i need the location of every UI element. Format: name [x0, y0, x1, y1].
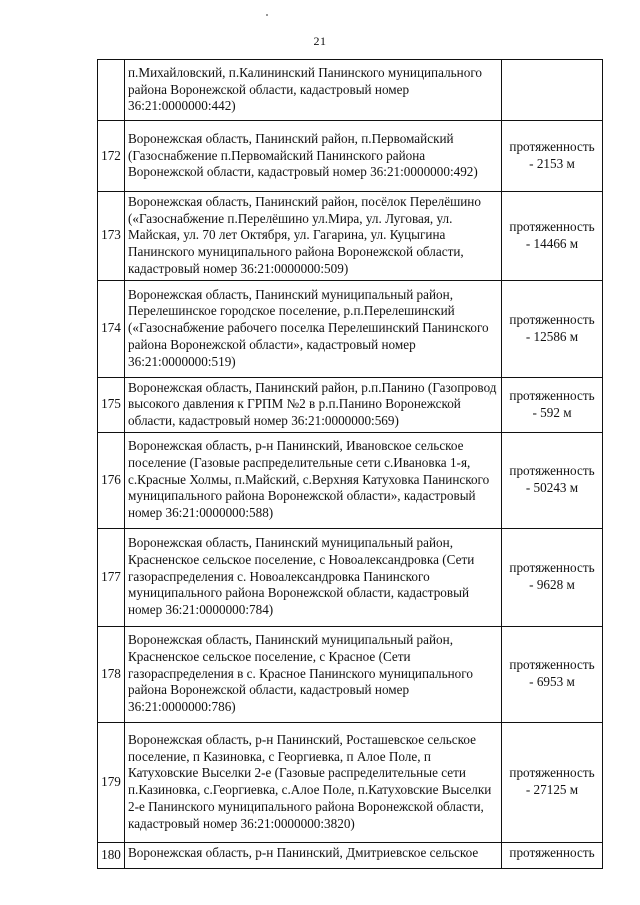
- row-length: [502, 60, 603, 121]
- row-number: 177: [98, 528, 125, 626]
- length-value: - 50243 м: [525, 480, 579, 496]
- row-length: [502, 377, 603, 432]
- row-description: Воронежская область, Панинский район, п.Первомайский (Газоснабжение п.Первомайский Панинского района Воронежской области, кадастровый номер 36:21:0000000:492): [125, 121, 502, 192]
- length-value: - 2153 м: [529, 156, 575, 171]
- table-row: [98, 626, 603, 722]
- length-label: протяженность: [509, 765, 595, 781]
- length-label: протяженность: [509, 463, 595, 479]
- row-number: 176: [98, 432, 125, 528]
- row-description: Воронежская область, Панинский район, посёлок Перелёшино («Газоснабжение п.Перелёшино ул.Мира, ул. Луговая, ул. Майская, ул. 70 лет Октября, ул. Гагарина, ул. Куцыгина Панинского муниципального района Воронежской области, кадастровый номер 36:21:0000000:509): [125, 192, 502, 281]
- row-number: 174: [98, 280, 125, 377]
- row-length: [502, 432, 603, 528]
- row-length: [502, 626, 603, 722]
- length-value: - 12586 м: [525, 328, 579, 344]
- length-label: протяженность: [509, 657, 595, 673]
- row-description: Воронежская область, Панинский муниципальный район, Красненское сельское поселение, с Новоалександровка (Сети газораспределения с. Новоалександровка Панинского муниципального района Воронежской области, кадастровый номер 36:21:0000000:784): [125, 528, 502, 626]
- table-row: [98, 121, 603, 192]
- row-number: 180: [98, 842, 125, 868]
- length-label: протяженность: [509, 560, 595, 576]
- table-row: [98, 377, 603, 432]
- row-description: Воронежская область, Панинский район, р.п.Панино (Газопровод высокого давления к ГРПМ №2 в р.п.Панино Воронежской области, кадастровый номер 36:21:0000000:569): [125, 377, 502, 432]
- row-description: Воронежская область, р-н Панинский, Дмитриевское сельское: [125, 842, 502, 868]
- length-label: протяженность: [509, 387, 595, 403]
- row-description: п.Михайловский, п.Калининский Панинского муниципального района Воронежской области, кадастровый номер 36:21:0000000:442): [125, 60, 502, 121]
- length-label: протяженность: [509, 139, 595, 155]
- row-number: 175: [98, 377, 125, 432]
- length-label: протяженность: [509, 311, 595, 327]
- row-length: [502, 280, 603, 377]
- length-value: - 592 м: [532, 404, 572, 420]
- row-length: [502, 722, 603, 842]
- length-value: - 14466 м: [525, 235, 579, 251]
- length-value: - 9628 м: [529, 577, 575, 593]
- table-row: [98, 280, 603, 377]
- table-row: [98, 60, 603, 121]
- table-row: [98, 722, 603, 842]
- page-number: 21: [313, 34, 327, 48]
- row-number: 172: [98, 121, 125, 192]
- row-number: 173: [98, 192, 125, 281]
- row-number: [98, 60, 125, 121]
- table-row: [98, 192, 603, 281]
- scan-speck: [266, 14, 268, 16]
- table-row: [98, 842, 603, 868]
- length-value: - 27125 м: [525, 782, 579, 798]
- row-number: 179: [98, 722, 125, 842]
- length-label: протяженность: [509, 219, 595, 235]
- row-length: [502, 842, 603, 868]
- row-length: [502, 192, 603, 281]
- row-length: [502, 121, 603, 192]
- row-length: [502, 528, 603, 626]
- length-label: протяженность: [509, 844, 595, 860]
- row-description: Воронежская область, р-н Панинский, Росташевское сельское поселение, п Казиновка, с Георгиевка, п Алое Поле, п Катуховские Выселки 2-е (Газовые распределительные сети п.Казиновка, с.Георгиевка, с.Алое Поле, п.Катуховские Выселки 2-е Панинского муниципального района Воронежской области, кадастровый номер 36:21:0000000:3820): [125, 722, 502, 842]
- property-registry-table: [97, 59, 603, 869]
- row-description: Воронежская область, Панинский муниципальный район, Красненское сельское поселение, с Красное (Сети газораспределения в с. Красное Панинского муниципального района Воронежской области, кадастровый номер 36:21:0000000:786): [125, 626, 502, 722]
- table-row: [98, 432, 603, 528]
- row-description: Воронежская область, Панинский муниципальный район, Перелешинское городское поселение, р.п.Перелешинский («Газоснабжение рабочего поселка Перелешинский Панинского района Воронежской области», кадастровый номер 36:21:0000000:519): [125, 280, 502, 377]
- length-value: - 6953 м: [529, 674, 575, 690]
- row-number: 178: [98, 626, 125, 722]
- table-row: [98, 528, 603, 626]
- row-description: Воронежская область, р-н Панинский, Ивановское сельское поселение (Газовые распределительные сети с.Ивановка 1-я, с.Красные Холмы, п.Майский, с.Верхняя Катуховка Панинского муниципального района Воронежской области», кадастровый номер 36:21:0000000:588): [125, 432, 502, 528]
